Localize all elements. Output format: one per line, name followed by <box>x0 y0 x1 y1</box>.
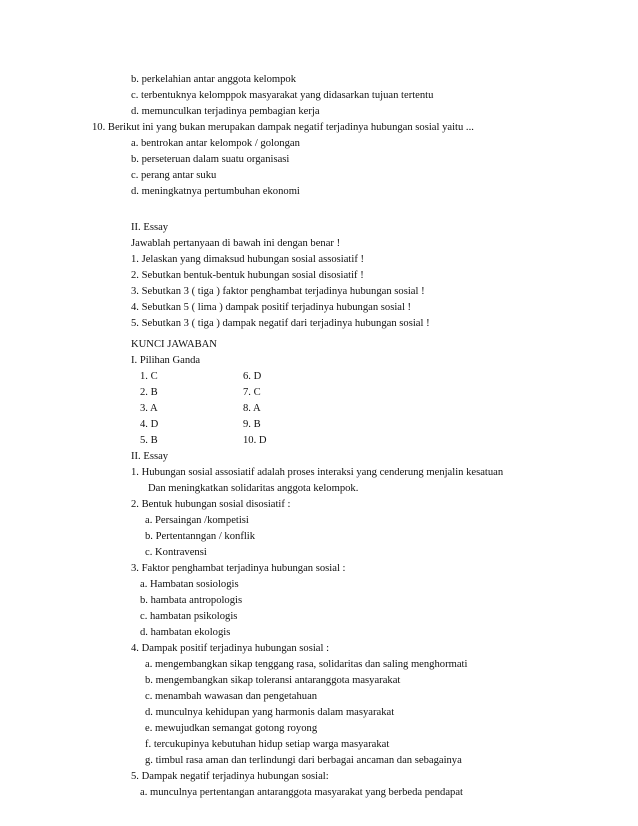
answer-2-title: 2. Bentuk hubungan sosial disosiatif : <box>131 499 291 510</box>
essay-question-2: 2. Sebutkan bentuk-bentuk hubungan sosial disosiatif ! <box>131 270 364 281</box>
mc-answer-8: 8. A <box>243 403 261 414</box>
answer-4-item-e: e. mewujudkan semangat gotong royong <box>145 723 318 734</box>
essay-key-heading: II. Essay <box>131 451 169 462</box>
answer-2-item-a: a. Persaingan /kompetisi <box>145 515 249 526</box>
q9-option-d: d. memunculkan terjadinya pembagian kerja <box>131 106 320 117</box>
answer-4-item-g: g. timbul rasa aman dan terlindungi dari berbagai ancaman dan sebagainya <box>145 755 462 766</box>
mc-answer-4: 4. D <box>140 419 159 430</box>
answer-5-title: 5. Dampak negatif terjadinya hubungan sosial: <box>131 771 329 782</box>
mc-answer-7: 7. C <box>243 387 261 398</box>
answer-3-item-c: c. hambatan psikologis <box>140 611 238 622</box>
essay-question-5: 5. Sebutkan 3 ( tiga ) dampak negatif dari terjadinya hubungan sosial ! <box>131 318 430 329</box>
essay-question-3: 3. Sebutkan 3 ( tiga ) faktor penghambat terjadinya hubungan sosial ! <box>131 286 425 297</box>
q10-option-d: d. meningkatnya pertumbuhan ekonomi <box>131 186 300 197</box>
answer-4-title: 4. Dampak positif terjadinya hubungan sosial : <box>131 643 330 654</box>
answer-1-line-2: Dan meningkatkan solidaritas anggota kelompok. <box>148 483 359 494</box>
answer-5-item-a: a. munculnya pertentangan antaranggota masyarakat yang berbeda pendapat <box>140 787 463 798</box>
answer-3-item-b: b. hambata antropologis <box>140 595 243 606</box>
q10-option-b: b. perseteruan dalam suatu organisasi <box>131 154 290 165</box>
mc-answer-1: 1. C <box>140 371 158 382</box>
q9-option-c: c. terbentuknya kelomppok masyarakat yang didasarkan tujuan tertentu <box>131 90 434 101</box>
mc-heading: I. Pilihan Ganda <box>131 355 201 366</box>
q10-option-c: c. perang antar suku <box>131 170 217 181</box>
essay-instruction: Jawablah pertanyaan di bawah ini dengan benar ! <box>131 238 341 249</box>
mc-answer-2: 2. B <box>140 387 158 398</box>
answer-2-item-b: b. Pertentanngan / konflik <box>145 531 256 542</box>
answer-4-item-f: f. tercukupinya kebutuhan hidup setiap warga masyarakat <box>145 739 390 750</box>
essay-question-1: 1. Jelaskan yang dimaksud hubungan sosial assosiatif ! <box>131 254 365 265</box>
answer-key-title: KUNCI JAWABAN <box>131 339 217 350</box>
mc-answer-10: 10. D <box>243 435 267 446</box>
answer-1-line-1: 1. Hubungan sosial assosiatif adalah proses interaksi yang cenderung menjalin kesatuan <box>131 467 504 478</box>
answer-4-item-d: d. munculnya kehidupan yang harmonis dalam masyarakat <box>145 707 395 718</box>
mc-answer-6: 6. D <box>243 371 262 382</box>
mc-answer-9: 9. B <box>243 419 261 430</box>
answer-4-item-b: b. mengembangkan sikap toleransi antaranggota masyarakat <box>145 675 401 686</box>
answer-4-item-a: a. mengembangkan sikap tenggang rasa, solidaritas dan saling menghormati <box>145 659 468 670</box>
essay-question-4: 4. Sebutkan 5 ( lima ) dampak positif terjadinya hubungan sosial ! <box>131 302 412 313</box>
answer-3-item-d: d. hambatan ekologis <box>140 627 231 638</box>
mc-answer-3: 3. A <box>140 403 158 414</box>
mc-answer-5: 5. B <box>140 435 158 446</box>
essay-heading: II. Essay <box>131 222 169 233</box>
q10-question: 10. Berikut ini yang bukan merupakan dampak negatif terjadinya hubungan sosial yaitu ... <box>92 122 474 133</box>
q10-option-a: a. bentrokan antar kelompok / golongan <box>131 138 300 149</box>
answer-3-title: 3. Faktor penghambat terjadinya hubungan sosial : <box>131 563 346 574</box>
answer-2-item-c: c. Kontravensi <box>145 547 207 558</box>
answer-3-item-a: a. Hambatan sosiologis <box>140 579 239 590</box>
q9-option-b: b. perkelahian antar anggota kelompok <box>131 74 297 85</box>
answer-4-item-c: c. menambah wawasan dan pengetahuan <box>145 691 318 702</box>
